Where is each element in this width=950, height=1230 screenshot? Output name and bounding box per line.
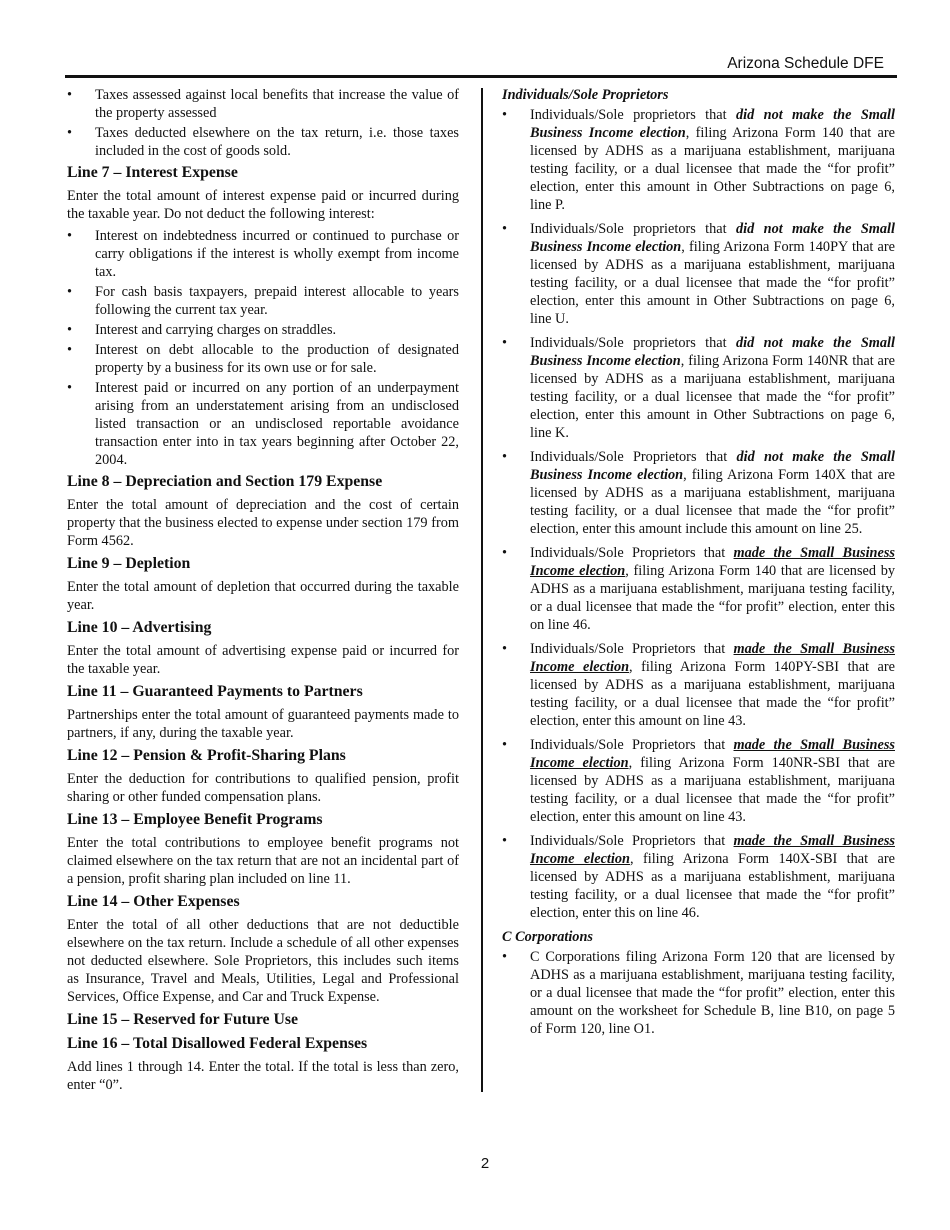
item-lead: Individuals/Sole Proprietors that bbox=[530, 545, 734, 561]
line10-text: Enter the total amount of advertising expense paid or incurred for the taxable year. bbox=[67, 643, 459, 677]
line9-heading: Line 9 – Depletion bbox=[67, 555, 191, 572]
election-emphasis: made the Small Business Income election bbox=[530, 833, 895, 867]
page-number: 2 bbox=[480, 1155, 490, 1172]
item-rest: , filing Arizona Form 140PY that are licensed by ADHS as a marijuana establishment, marijuana testing facility, or a dual licensee that made the “for profit” election, enter this amount in Other Subtractions on page 6, line U. bbox=[530, 239, 895, 327]
list-item bbox=[502, 220, 895, 328]
line11-heading: Line 11 – Guaranteed Payments to Partners bbox=[67, 683, 363, 700]
individuals-heading: Individuals/Sole Proprietors bbox=[502, 87, 669, 103]
line14-text: Enter the total of all other deductions that are not deductible elsewhere on the tax return. Include a schedule of all other expenses not deducted elsewhere. Sole Proprietors, this includes such items as Insurance, Travel and Meals, Utilities, Legal and Professional Services, Office Expense, and Car and Truck Expense. bbox=[67, 917, 459, 1005]
item-lead: Individuals/Sole proprietors that bbox=[530, 107, 736, 123]
election-emphasis: made the Small Business Income election bbox=[530, 545, 895, 579]
line9-text: Enter the total amount of depletion that occurred during the taxable year. bbox=[67, 579, 459, 613]
line15-heading: Line 15 – Reserved for Future Use bbox=[67, 1011, 299, 1028]
list-item bbox=[502, 736, 895, 826]
line11-text: Partnerships enter the total amount of guaranteed payments made to partners, if any, during the taxable year. bbox=[67, 707, 459, 741]
list-item bbox=[502, 448, 895, 538]
list-item bbox=[502, 640, 895, 730]
line7-text: Enter the total amount of interest expense paid or incurred during the taxable year. Do not deduct the following interest: bbox=[67, 188, 459, 222]
list-item bbox=[502, 334, 895, 442]
list-item: • Taxes deducted elsewhere on the tax return, i.e. those taxes included in the cost of goods sold. bbox=[67, 124, 459, 160]
left-column bbox=[67, 86, 459, 1098]
right-column bbox=[502, 86, 895, 1044]
list-item: • Interest on indebtedness incurred or continued to purchase or carry obligations if the interest is wholly exempt from income tax. bbox=[67, 227, 459, 281]
line16-text: Add lines 1 through 14. Enter the total. If the total is less than zero, enter “0”. bbox=[67, 1059, 459, 1093]
election-emphasis: did not make the Small Business Income election bbox=[530, 221, 895, 255]
item-rest: , filing Arizona Form 140NR-SBI that are licensed by ADHS as a marijuana establishment, marijuana testing facility, or a dual licensee that made the “for profit” election, enter this amount on line 43. bbox=[530, 755, 895, 825]
item-rest: , filing Arizona Form 140 that are licensed by ADHS as a marijuana establishment, marijuana testing facility, or a dual licensee that made the “for profit” election, enter this amount in Other Subtractions on page 6, line P. bbox=[530, 125, 895, 213]
line13-text: Enter the total contributions to employee benefit programs not claimed elsewhere on the tax return that are not an incidental part of a pension, profit sharing plan included on line 11. bbox=[67, 835, 459, 887]
item-lead: Individuals/Sole Proprietors that bbox=[530, 641, 734, 657]
item-lead: Individuals/Sole proprietors that bbox=[530, 335, 736, 351]
item-lead: Individuals/Sole proprietors that bbox=[530, 221, 736, 237]
item-lead: Individuals/Sole Proprietors that bbox=[530, 449, 737, 465]
list-item: • Interest and carrying charges on straddles. bbox=[67, 321, 459, 339]
list-item: • Interest paid or incurred on any portion of an underpayment arising from an understatement arising from an undisclosed listed transaction or an undisclosed reportable avoidance transaction enter into in tax years beginning after October 22, 2004. bbox=[67, 379, 459, 469]
line8-heading: Line 8 – Depreciation and Section 179 Expense bbox=[67, 473, 383, 490]
list-item bbox=[502, 544, 895, 634]
item-lead: Individuals/Sole Proprietors that bbox=[530, 833, 734, 849]
list-item: • Interest on debt allocable to the production of designated property by a business for its own use or for sale. bbox=[67, 341, 459, 377]
election-emphasis: did not make the Small Business Income election bbox=[530, 449, 895, 483]
list-item bbox=[502, 832, 895, 922]
list-item bbox=[502, 106, 895, 214]
taxes-bullet-list bbox=[67, 86, 459, 160]
election-emphasis: did not make the Small Business Income election bbox=[530, 107, 895, 141]
interest-bullet-list bbox=[67, 227, 459, 469]
individuals-bullet-list bbox=[502, 106, 895, 922]
item-rest: , filing Arizona Form 140X-SBI that are licensed by ADHS as a marijuana establishment, marijuana testing facility, or a dual licensee that made the “for profit” election, enter this on line 46. bbox=[530, 851, 895, 921]
line7-heading: Line 7 – Interest Expense bbox=[67, 164, 238, 181]
document-header-title: Arizona Schedule DFE bbox=[727, 55, 884, 72]
item-lead: Individuals/Sole Proprietors that bbox=[530, 737, 734, 753]
header-rule bbox=[65, 75, 897, 78]
election-emphasis: made the Small Business Income election bbox=[530, 641, 895, 675]
election-emphasis: made the Small Business Income election bbox=[530, 737, 895, 771]
column-divider bbox=[481, 88, 483, 1092]
list-item: • Taxes assessed against local benefits that increase the value of the property assessed bbox=[67, 86, 459, 122]
item-rest: , filing Arizona Form 140X that are licensed by ADHS as a marijuana establishment, marijuana testing facility, or a dual licensee that made the “for profit” election, enter this amount include this amount on line 25. bbox=[530, 467, 895, 537]
list-item: • C Corporations filing Arizona Form 120 that are licensed by ADHS as a marijuana establishment, marijuana testing facility, or a dual licensee that made the “for profit” election, enter this amount on the worksheet for Schedule B, line B10, on page 5 of Form 120, line O1. bbox=[502, 948, 895, 1038]
corporations-bullet-list bbox=[502, 948, 895, 1038]
election-emphasis: did not make the Small Business Income election bbox=[530, 335, 895, 369]
line12-heading: Line 12 – Pension & Profit-Sharing Plans bbox=[67, 747, 346, 764]
c-corporations-heading: C Corporations bbox=[502, 929, 593, 945]
line13-heading: Line 13 – Employee Benefit Programs bbox=[67, 811, 323, 828]
item-rest: , filing Arizona Form 140NR that are licensed by ADHS as a marijuana establishment, marijuana testing facility, or a dual licensee that made the “for profit” election, enter this amount in Other Subtractions on page 6, line K. bbox=[530, 353, 895, 441]
line12-text: Enter the deduction for contributions to qualified pension, profit sharing or other funded compensation plans. bbox=[67, 771, 459, 805]
line10-heading: Line 10 – Advertising bbox=[67, 619, 212, 636]
line16-heading: Line 16 – Total Disallowed Federal Expenses bbox=[67, 1035, 368, 1052]
item-rest: , filing Arizona Form 140 that are licensed by ADHS as a marijuana establishment, marijuana testing facility, or a dual licensee that made the “for profit” election, enter this on line 46. bbox=[530, 563, 895, 633]
list-item: • For cash basis taxpayers, prepaid interest allocable to years following the current tax year. bbox=[67, 283, 459, 319]
line14-heading: Line 14 – Other Expenses bbox=[67, 893, 240, 910]
line8-text: Enter the total amount of depreciation and the cost of certain property that the business elected to expense under section 179 from Form 4562. bbox=[67, 497, 459, 549]
item-rest: , filing Arizona Form 140PY-SBI that are licensed by ADHS as a marijuana establishment, marijuana testing facility, or a dual licensee that made the “for profit” election, enter this amount on line 43. bbox=[530, 659, 895, 729]
